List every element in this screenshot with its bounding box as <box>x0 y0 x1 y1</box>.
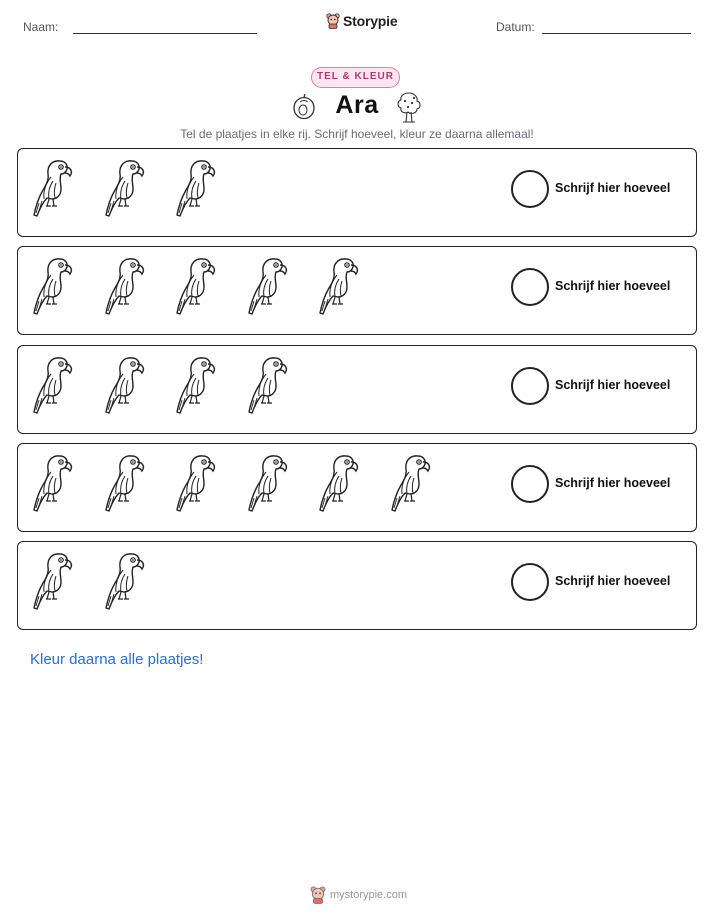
parrot-icon[interactable] <box>245 253 297 319</box>
name-label: Naam: <box>23 20 59 34</box>
category-tag: TEL & KLEUR <box>311 67 400 88</box>
parrot-icon[interactable] <box>30 548 82 614</box>
date-line[interactable] <box>542 33 691 34</box>
counting-row <box>17 345 697 434</box>
parrot-icon[interactable] <box>102 352 154 418</box>
answer-label: Schrijf hier hoeveel <box>555 181 671 195</box>
parrot-icon[interactable] <box>245 352 297 418</box>
parrot-icon[interactable] <box>30 352 82 418</box>
parrot-icon[interactable] <box>102 253 154 319</box>
tree-icon <box>394 90 424 124</box>
answer-circle[interactable] <box>511 170 549 208</box>
footer-brand <box>310 886 407 904</box>
answer-label: Schrijf hier hoeveel <box>555 475 671 490</box>
parrot-icon[interactable] <box>30 155 82 221</box>
answer-circle[interactable] <box>511 367 549 405</box>
parrot-icon[interactable] <box>173 155 225 221</box>
counting-row <box>17 246 697 335</box>
date-label: Datum: <box>496 20 535 34</box>
brand-logo <box>326 13 397 29</box>
parrot-icon[interactable] <box>102 450 154 516</box>
page-title: Ara <box>335 91 379 119</box>
counting-row <box>17 148 697 237</box>
parrot-icon[interactable] <box>316 450 368 516</box>
worksheet-header <box>0 0 714 50</box>
parrot-icon[interactable] <box>245 450 297 516</box>
counting-row <box>17 541 697 630</box>
answer-circle[interactable] <box>511 465 549 503</box>
answer-label: Schrijf hier hoeveel <box>555 279 671 294</box>
parrot-icon[interactable] <box>316 253 368 319</box>
answer-circle[interactable] <box>511 563 549 601</box>
title-row <box>0 88 714 128</box>
parrot-icon[interactable] <box>30 253 82 319</box>
parrot-icon[interactable] <box>173 352 225 418</box>
name-line[interactable] <box>73 33 257 34</box>
counting-row <box>17 443 697 532</box>
answer-label: Schrijf hier hoeveel <box>555 574 671 589</box>
answer-circle[interactable] <box>511 268 549 306</box>
parrot-icon[interactable] <box>102 548 154 614</box>
parrot-icon[interactable] <box>102 155 154 221</box>
bear-mascot-icon <box>326 13 340 29</box>
brand-name: Storypie <box>343 13 398 29</box>
closing-instruction: Kleur daarna alle plaatjes! <box>30 651 204 668</box>
parrot-icon[interactable] <box>30 450 82 516</box>
bear-mascot-icon <box>310 886 326 904</box>
parrot-icon[interactable] <box>388 450 440 516</box>
answer-label: Schrijf hier hoeveel <box>555 377 671 392</box>
footer-site-label: mystorypie.com <box>330 889 408 901</box>
parrot-icon[interactable] <box>173 450 225 516</box>
parrot-icon[interactable] <box>173 253 225 319</box>
instruction-text: Tel de plaatjes in elke rij. Schrijf hoeveel, kleur ze daarna allemaal! <box>180 127 534 141</box>
